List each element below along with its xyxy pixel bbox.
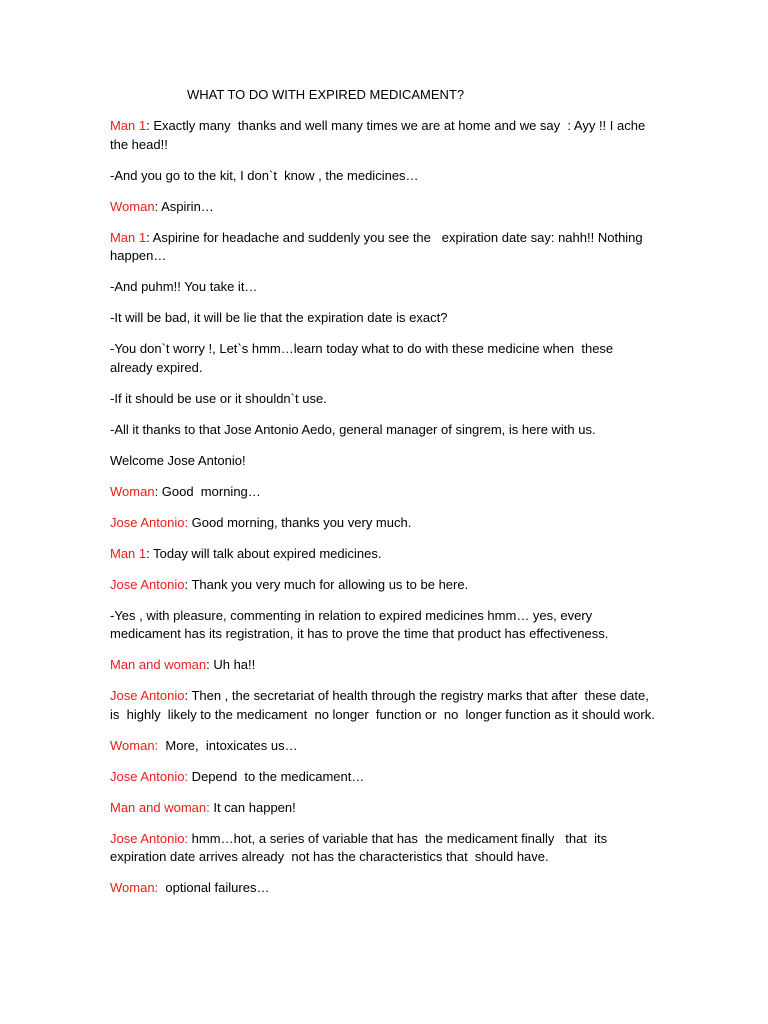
dialogue-text: hmm…hot, a series of variable that has the medicament finally that its expiration date arrives already not has the characteristics that should have.	[110, 830, 611, 864]
dialogue-paragraph	[110, 483, 658, 502]
dialogue-paragraph	[110, 737, 658, 756]
speaker-label: Man 1	[110, 118, 147, 133]
dialogue-paragraph	[110, 607, 658, 644]
speaker-label: Jose Antonio:	[110, 830, 189, 846]
document-body	[110, 117, 658, 910]
dialogue-paragraph	[110, 390, 658, 409]
speaker-label: Woman	[110, 483, 155, 499]
speaker-label: Man and woman	[110, 657, 207, 672]
dialogue-text: : Aspirine for headache and suddenly you see the expiration date say: nahh!! Nothing happen…	[110, 229, 647, 263]
dialogue-paragraph	[110, 545, 658, 564]
dialogue-paragraph	[110, 687, 658, 724]
dialogue-paragraph	[110, 879, 658, 898]
speaker-label: Man and woman:	[110, 799, 210, 815]
speaker-label: Man 1	[110, 229, 147, 245]
speaker-label: Woman:	[110, 737, 159, 753]
dialogue-text: : Then , the secretariat of health through the registry marks that after these date, is highly likely to the medicament no longer function or no longer function as it should work.	[110, 688, 655, 722]
dialogue-text: : Good morning…	[154, 483, 261, 499]
dialogue-paragraph	[110, 117, 658, 154]
dialogue-text: -And you go to the kit, I don`t know , the medicines…	[110, 167, 419, 183]
dialogue-paragraph	[110, 656, 658, 675]
dialogue-paragraph	[110, 421, 658, 440]
dialogue-text: : Exactly many thanks and well many times we are at home and we say : Ayy !! I ache the head!!	[110, 118, 649, 152]
dialogue-text: -And puhm!! You take it…	[110, 279, 258, 294]
dialogue-text: : Uh ha!!	[206, 657, 256, 672]
dialogue-text: Welcome Jose Antonio!	[110, 452, 246, 468]
dialogue-text: : Today will talk about expired medicines.	[146, 545, 382, 561]
speaker-label: Man 1	[110, 545, 147, 561]
speaker-label: Woman	[110, 198, 155, 214]
dialogue-text: -Yes , with pleasure, commenting in relation to expired medicines hmm… yes, every medicament has its registration, it has to prove the time that product has effectiveness.	[110, 607, 609, 641]
dialogue-paragraph	[110, 514, 658, 533]
dialogue-text: -It will be bad, it will be lie that the expiration date is exact?	[110, 310, 448, 325]
dialogue-paragraph	[110, 768, 658, 787]
dialogue-text: More, intoxicates us…	[158, 737, 298, 753]
document-title: WHAT TO DO WITH EXPIRED MEDICAMENT?	[187, 87, 465, 102]
speaker-label: Jose Antonio	[110, 688, 185, 703]
dialogue-paragraph	[110, 799, 658, 818]
dialogue-paragraph	[110, 576, 658, 595]
dialogue-text: -If it should be use or it shouldn`t use.	[110, 390, 327, 406]
speaker-label: Jose Antonio:	[110, 514, 189, 530]
dialogue-text: It can happen!	[209, 799, 296, 815]
dialogue-text: Good morning, thanks you very much.	[188, 514, 412, 530]
dialogue-text: : Aspirin…	[154, 198, 214, 214]
dialogue-text: -All it thanks to that Jose Antonio Aedo, general manager of singrem, is here with us.	[110, 421, 596, 437]
dialogue-paragraph	[110, 198, 658, 217]
dialogue-text: Depend to the medicament…	[188, 768, 365, 784]
dialogue-paragraph	[110, 278, 658, 297]
speaker-label: Jose Antonio:	[110, 768, 189, 784]
speaker-label: Jose Antonio	[110, 576, 185, 592]
dialogue-text: optional failures…	[158, 880, 270, 895]
dialogue-paragraph	[110, 340, 658, 377]
dialogue-paragraph	[110, 309, 658, 328]
dialogue-text: : Thank you very much for allowing us to be here.	[184, 576, 469, 592]
dialogue-paragraph	[110, 830, 658, 867]
speaker-label: Woman:	[110, 880, 159, 895]
dialogue-paragraph	[110, 167, 658, 186]
dialogue-paragraph	[110, 229, 658, 266]
dialogue-paragraph	[110, 452, 658, 471]
dialogue-text: -You don`t worry !, Let`s hmm…learn today what to do with these medicine when these already expired.	[110, 341, 617, 375]
